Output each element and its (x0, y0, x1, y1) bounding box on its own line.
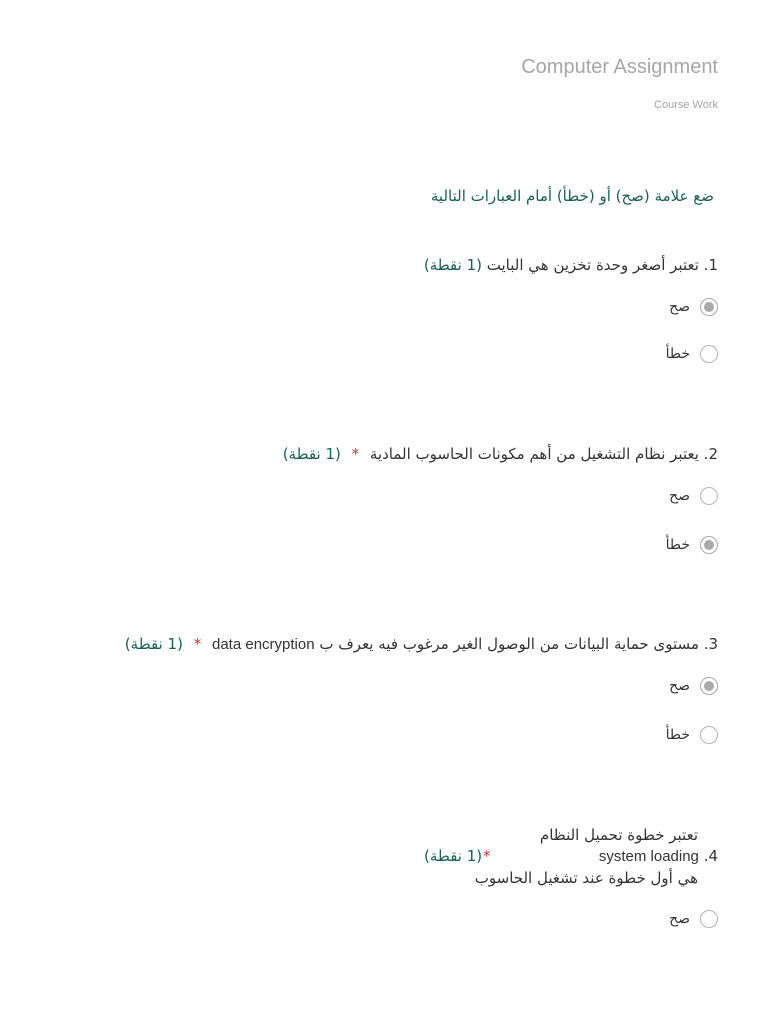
question-points: (1 نقطة) (423, 256, 482, 274)
option-label: صح (669, 488, 690, 504)
question-2-option-false[interactable] (666, 533, 718, 557)
radio-button[interactable] (700, 345, 718, 363)
radio-dot (704, 681, 714, 691)
question-text: يعتبر نظام التشغيل من أهم مكونات الحاسوب المادية (369, 445, 699, 463)
question-text: مستوى حماية البيانات من الوصول الغير مرغوب فيه يعرف ب (319, 635, 699, 653)
question-number: 2. (703, 445, 718, 463)
section-instruction: ضع علامة (صح) أو (خطأ) أمام العبارات التالية (430, 187, 714, 205)
question-points: (1 نقطة) (424, 847, 483, 865)
question-4-title-line3: هي أول خطوة عند تشغيل الحاسوب (474, 869, 698, 887)
question-text-latin: system loading (598, 848, 699, 865)
question-4-title-line1: تعتبر خطوة تحميل النظام (539, 826, 698, 844)
question-2-option-true[interactable] (669, 484, 718, 508)
question-2-title (283, 445, 718, 463)
question-points: (1 نقطة) (124, 635, 183, 653)
radio-button[interactable] (700, 726, 718, 744)
question-3-option-true[interactable] (669, 674, 718, 698)
option-label: صح (669, 678, 690, 694)
question-number: 3. (703, 635, 718, 653)
radio-dot (704, 302, 714, 312)
question-4-title-line2 (599, 847, 718, 865)
question-1-option-false[interactable] (666, 342, 718, 366)
question-1-option-true[interactable] (669, 295, 718, 319)
question-3-option-false[interactable] (666, 723, 718, 747)
required-asterisk: * (193, 635, 202, 653)
question-points: (1 نقطة) (282, 445, 341, 463)
required-asterisk: * (351, 445, 360, 463)
question-4-option-true[interactable] (669, 907, 718, 931)
radio-button[interactable] (700, 910, 718, 928)
question-text: تعتبر أصغر وحدة تخزين هي البايت (486, 256, 699, 274)
radio-button-selected[interactable] (700, 677, 718, 695)
form-title: Computer Assignment (521, 56, 718, 78)
question-number: 1. (703, 256, 718, 274)
option-label: خطأ (665, 727, 690, 743)
radio-button-selected[interactable] (700, 536, 718, 554)
option-label: صح (669, 299, 690, 315)
question-3-title (125, 635, 718, 653)
option-label: خطأ (665, 537, 690, 553)
question-number: .4 (703, 847, 718, 865)
required-asterisk: * (483, 847, 491, 865)
option-label: خطأ (665, 346, 690, 362)
radio-dot (704, 540, 714, 550)
option-label: صح (669, 911, 690, 927)
question-text-latin: data encryption (212, 636, 315, 653)
question-1-title (424, 256, 718, 274)
form-subtitle: Course Work (654, 99, 718, 111)
radio-button-selected[interactable] (700, 298, 718, 316)
radio-button[interactable] (700, 487, 718, 505)
